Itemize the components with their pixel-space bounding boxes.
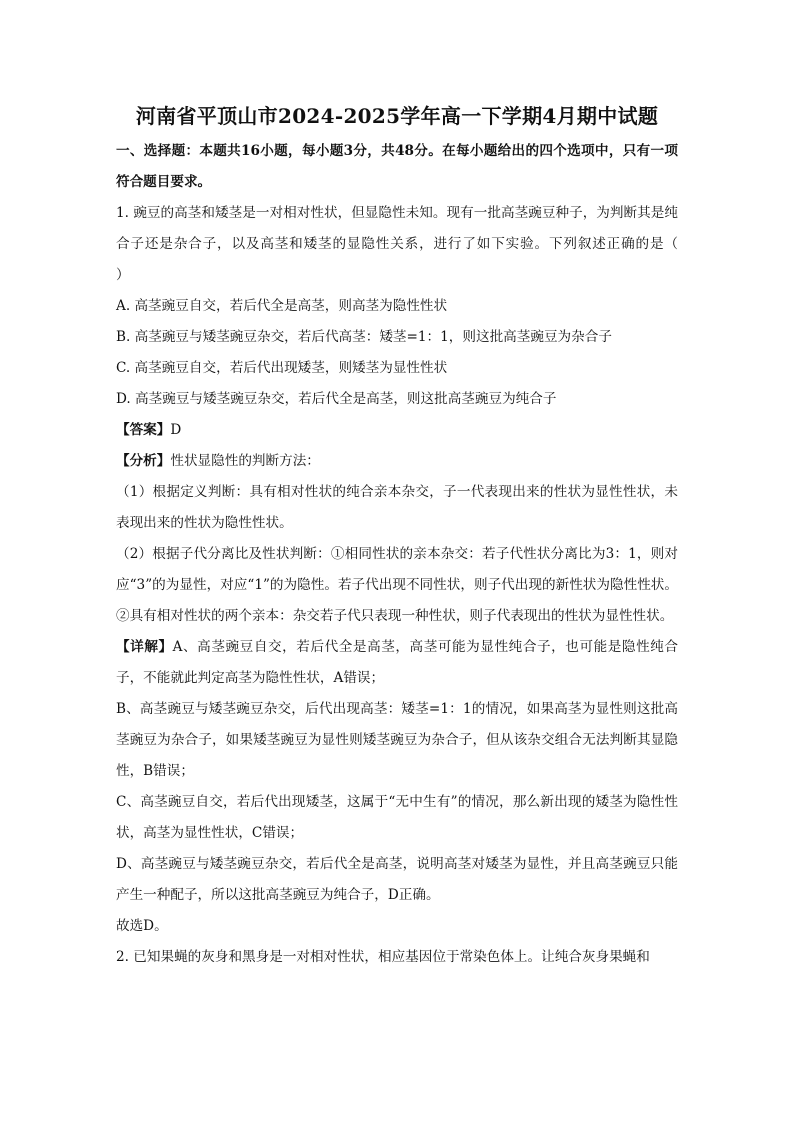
answer-label: 【答案】 [116, 422, 171, 438]
section-heading: 一、选择题：本题共16小题，每小题3分，共48分。在每小题给出的四个选项中，只有一项符合题目要求。 [116, 143, 678, 190]
analysis-line [116, 446, 678, 477]
detail-line-b: B、高茎豌豆与矮茎豌豆杂交，后代出现高茎：矮茎=1：1的情况，如果高茎为显性则这批高茎豌豆为杂合子，如果矮茎豌豆为显性则矮茎豌豆为杂合子，但从该杂交组合无法判断其显隐性，B错误； [116, 701, 678, 779]
detail-line-a [116, 632, 678, 694]
question-1-stem: 1. 豌豆的高茎和矮茎是一对相对性状，但显隐性未知。现有一批高茎豌豆种子，为判断其是纯合子还是杂合子，以及高茎和矮茎的显隐性关系，进行了如下实验。下列叙述正确的是（ ） [116, 205, 706, 283]
answer-value: D [170, 422, 182, 438]
question-1-option-c: C. 高茎豌豆自交，若后代出现矮茎，则矮茎为显性性状 [116, 360, 448, 376]
analysis-point-2: （2）根据子代分离比及性状判断：①相同性状的亲本杂交：若子代性状分离比为3：1，则对应“3”的为显性，对应“1”的为隐性。若子代出现不同性状，则子代出现的新性状为隐性性状。②具有相对性状的两个亲本：杂交若子代只表现一种性状，则子代表现出的性状为显性性状。 [116, 546, 678, 624]
analysis-text: 性状显隐性的判断方法： [170, 453, 320, 469]
question-1-option-d: D. 高茎豌豆与矮茎豌豆杂交，若后代全是高茎，则这批高茎豌豆为纯合子 [116, 391, 557, 407]
question-2-stem: 2. 已知果蝇的灰身和黑身是一对相对性状，相应基因位于常染色体上。让纯合灰身果蝇和 [116, 949, 650, 965]
analysis-point-1: （1）根据定义判断：具有相对性状的纯合亲本杂交，子一代表现出来的性状为显性性状，未表现出来的性状为隐性性状。 [116, 484, 678, 531]
detail-a-text: A、高茎豌豆自交，若后代全是高茎，高茎可能为显性纯合子，也可能是隐性纯合子，不能就此判定高茎为隐性性状，A错误； [116, 639, 678, 686]
conclusion-line: 故选D。 [116, 918, 168, 934]
detail-line-d: D、高茎豌豆与矮茎豌豆杂交，若后代全是高茎，说明高茎对矮茎为显性，并且高茎豌豆只能产生一种配子，所以这批高茎豌豆为纯合子，D正确。 [116, 856, 678, 903]
detail-line-c: C、高茎豌豆自交，若后代出现矮茎，这属于“无中生有”的情况，那么新出现的矮茎为隐性性状，高茎为显性性状，C错误； [116, 794, 678, 841]
question-1-option-a: A. 高茎豌豆自交，若后代全是高茎，则高茎为隐性性状 [116, 298, 448, 314]
question-1-option-b: B. 高茎豌豆与矮茎豌豆杂交，若后代高茎：矮茎=1：1，则这批高茎豌豆为杂合子 [116, 329, 612, 345]
analysis-label: 【分析】 [116, 453, 171, 469]
answer-line [116, 415, 678, 446]
detail-label: 【详解】 [116, 639, 173, 655]
page-title: 河南省平顶山市2024-2025学年高一下学期4月期中试题 [135, 104, 659, 128]
